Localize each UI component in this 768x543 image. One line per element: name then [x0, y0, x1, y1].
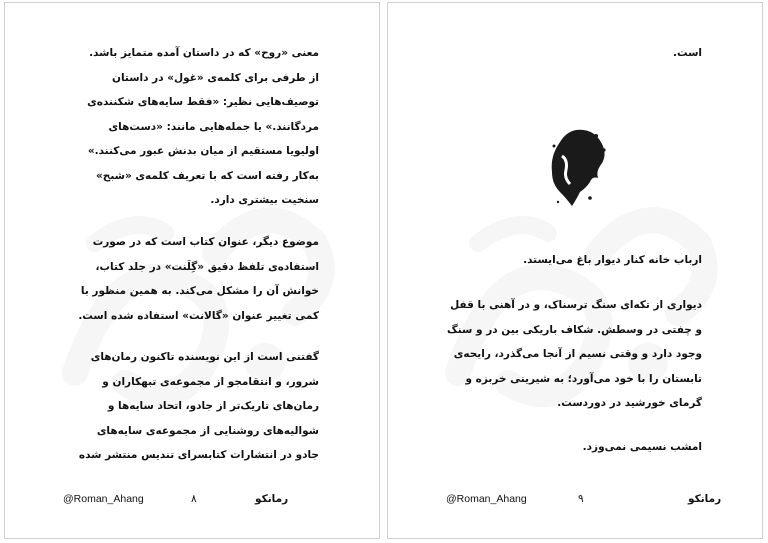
footer-logo: رمانکو: [688, 493, 722, 505]
paragraph-1: [69, 41, 319, 213]
text-line: کمی تغییر عنوان «گالانت» استفاده شده است.: [78, 309, 319, 322]
paragraph-1: [452, 41, 702, 66]
text-line: معنی «روح» که در داستان آمده متمایز باشد.: [89, 47, 319, 59]
text-line: از طرفی برای کلمه‌ی «غول» در داستان: [112, 71, 319, 84]
text-line: توصیف‌هایی نظیر: «فقط سایه‌های شکننده‌ی: [87, 96, 319, 108]
text-line: و چفتی در وسطش. شکاف باریکی بین در و سنگ: [447, 323, 702, 336]
text-line: شرور، و انتقامجو از مجموعه‌ی تبهکاران و: [102, 375, 319, 388]
ink-silhouette-head-icon: [546, 126, 610, 210]
text-line: است.: [672, 47, 702, 59]
text-line: رمان‌های تاریک‌تر از جادو، اتحاد سایه‌ها و: [107, 400, 319, 412]
text-line: ارباب خانه کنار دیوار باغ می‌ایستد.: [523, 254, 702, 266]
text-line: استفاده‌ی تلفظ دقیق «گِلَنت» در جلد کتاب،: [95, 260, 319, 273]
footer-logo: رمانکو: [255, 493, 289, 505]
page-footer: [5, 493, 379, 513]
page-number: ۸: [191, 493, 197, 505]
paragraph-2: [69, 230, 319, 328]
footer-handle: @Roman_Ahang: [446, 493, 527, 505]
paragraph-2: [452, 248, 702, 273]
text-line: به‌کار رفته است که با تعریف کلمه‌ی «شبح»: [96, 169, 319, 182]
text-line: سنخیت بیشتری دارد.: [210, 194, 319, 206]
text-line: امشب نسیمی نمی‌وزد.: [582, 441, 702, 453]
text-line: گرمای خورشید در دوردست.: [557, 397, 702, 409]
text-line: جادو در انتشارات کتابسرای تندیس منتشر شده: [78, 449, 319, 461]
footer-handle: @Roman_Ahang: [63, 493, 144, 505]
text-line: خوانش آن را مشکل می‌کند. به همین منظور با: [80, 285, 319, 297]
page-number: ۹: [578, 493, 584, 505]
left-page: [4, 2, 380, 539]
text-line: اولیویا مستقیم از میان بدنش عبور می‌کنند.»: [87, 145, 319, 157]
text-line: گفتنی است از این نویسنده تاکنون رمان‌های: [90, 351, 319, 363]
paragraph-4: [452, 435, 702, 460]
text-line: تابستان را با خود می‌آورد؛ به شیرینی خربزه و: [465, 372, 702, 385]
page-footer: [388, 493, 762, 513]
paragraph-3: [447, 293, 702, 416]
text-line: وجود دارد و وقتی نسیم از آنجا می‌گذرد، رایحه‌ی: [453, 348, 702, 360]
text-line: دیواری از تکه‌ای سنگ ترسناک، و در آهنی با قفل: [450, 299, 702, 311]
text-line: موضوع دیگر، عنوان کتاب است که در صورت: [92, 236, 319, 248]
right-page: [387, 2, 763, 539]
paragraph-3: [69, 345, 319, 468]
text-line: شوالیه‌های روشنایی از مجموعه‌ی سایه‌های: [96, 424, 319, 437]
text-line: مردگانند.» یا جمله‌هایی مانند: «دست‌های: [108, 120, 319, 133]
